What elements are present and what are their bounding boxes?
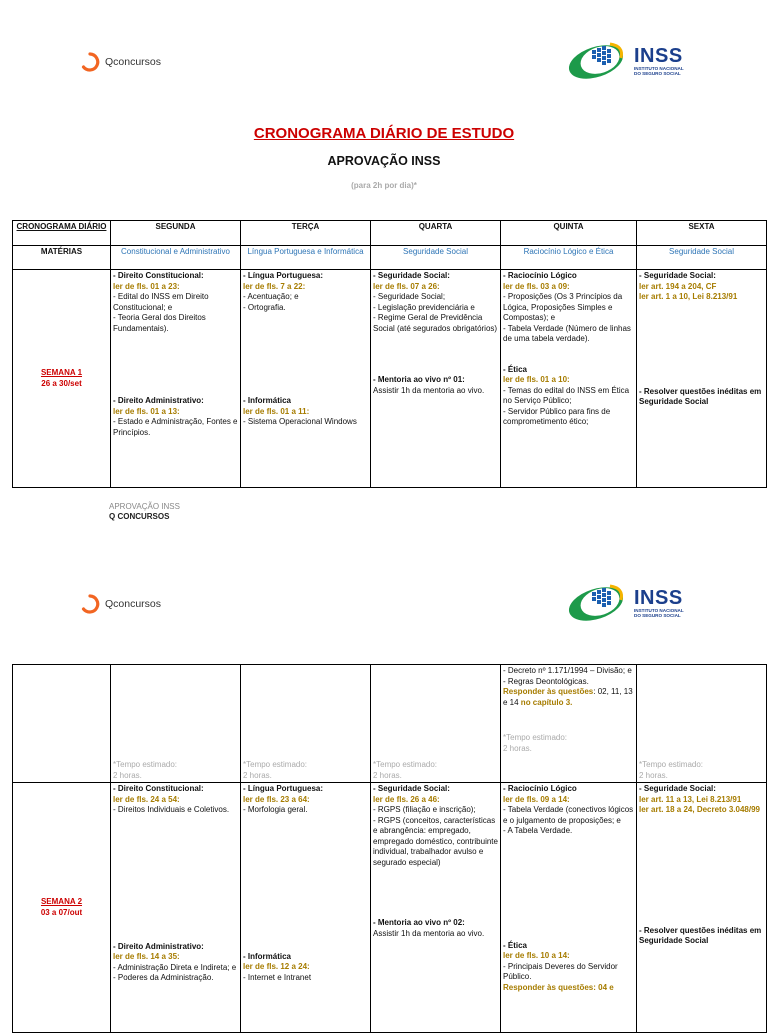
inss-wordmark: INSS (634, 586, 683, 609)
cont-quinta-cell: - Decreto nº 1.171/1994 – Divisão; e - Regras Deontológicas. Responder às questões: 02, 11, 13 e 14 no capítulo 3. *Tempo estimado: 2 horas. (501, 665, 637, 783)
materias-label: MATÉRIAS (13, 246, 111, 270)
schedule-table-page1 (12, 220, 767, 488)
week2-label: SEMANA 2 03 a 07/out (13, 783, 111, 1033)
cont-quarta-cell: *Tempo estimado: 2 horas. (371, 665, 501, 783)
header-quinta: QUINTA (501, 221, 637, 246)
header-cronograma: CRONOGRAMA DIÁRIO (13, 221, 111, 246)
qconcursos-wordmark: Qconcursos (105, 56, 162, 68)
week2-sexta-cell: - Seguridade Social: ler art. 11 a 13, Lei 8.213/91 ler art. 18 a 24, Decreto 3.048/99 - Resolver questões inéditas em Seguridade Social (637, 783, 767, 1033)
inss-emblem-icon (566, 582, 628, 624)
header-quarta: QUARTA (371, 221, 501, 246)
cont-sexta-cell: *Tempo estimado: 2 horas. (637, 665, 767, 783)
header-terca: TERÇA (241, 221, 371, 246)
qconcursos-q-icon (80, 594, 100, 614)
qconcursos-q-icon (80, 52, 100, 72)
materia-terca: Língua Portuguesa e Informática (241, 246, 371, 270)
schedule-table-page2 (12, 664, 767, 1033)
cont-label-cell (13, 665, 111, 783)
inss-subtitle-1: INSTITUTO NACIONAL (634, 65, 684, 71)
document-subtitle: APROVAÇÃO INSS (327, 154, 441, 168)
cont-terca-cell: *Tempo estimado: 2 horas. (241, 665, 371, 783)
materia-segunda: Constitucional e Administrativo (111, 246, 241, 270)
cont-segunda-cell: *Tempo estimado: 2 horas. (111, 665, 241, 783)
inss-subtitle-2: DO SEGURO SOCIAL (634, 613, 681, 618)
document-note: (para 2h por dia)* (351, 181, 417, 190)
week1-quarta-cell: - Seguridade Social: ler de fls. 07 a 26: - Seguridade Social; - Legislação previdenciária e - Regime Geral de Previdência Social (até segurados obrigatórios) - Mentoria ao vivo nº 01: Assistir 1h da mentoria ao vivo. (371, 270, 501, 488)
week2-terca-cell: - Língua Portuguesa: ler de fls. 23 a 64: - Morfologia geral. - Informática ler de fls. 12 a 24: - Internet e Intranet (241, 783, 371, 1033)
week2-quarta-cell: - Seguridade Social: ler de fls. 26 a 46: - RGPS (filiação e inscrição); - RGPS (conceitos, características e abrangência: empregado, empregado doméstico, contribuinte individual, trabalhador avulso e segurado especial) - Mentoria ao vivo nº 02: Assistir 1h da mentoria ao vivo. (371, 783, 501, 1033)
week1-terca-cell: - Língua Portuguesa: ler de fls. 7 a 22: - Acentuação; e - Ortografia. - Informática ler de fls. 01 a 11: - Sistema Operacional Windows (241, 270, 371, 488)
document-title: CRONOGRAMA DIÁRIO DE ESTUDO (253, 125, 515, 142)
materia-quarta: Seguridade Social (371, 246, 501, 270)
inss-logo (566, 40, 684, 82)
materia-sexta: Seguridade Social (637, 246, 767, 270)
inss-wordmark: INSS (634, 44, 683, 67)
header-segunda: SEGUNDA (111, 221, 241, 246)
week1-sexta-cell: - Seguridade Social: ler art. 194 a 204, CF ler art. 1 a 10, Lei 8.213/91 - Resolver questões inéditas em Seguridade Social (637, 270, 767, 488)
week2-segunda-cell: - Direito Constitucional: ler de fls. 24 a 54: - Direitos Individuais e Coletivos. - Direito Administrativo: ler de fls. 14 a 35: - Administração Direta e Indireta; e - Poderes da Administração. (111, 783, 241, 1033)
week1-quinta-cell: - Raciocínio Lógico ler de fls. 03 a 09: - Proposições (Os 3 Princípios da Lógica, Proposições Simples e Compostas); e - Tabela Verdade (Número de linhas de uma tabela verdade). - Ética ler de fls. 01 a 10: - Temas do edital do INSS em Ética no Serviço Público; - Servidor Público para fins de comprometimento ético; (501, 270, 637, 488)
materia-quinta: Raciocínio Lógico e Ética (501, 246, 637, 270)
qconcursos-wordmark: Qconcursos (105, 598, 162, 610)
header-sexta: SEXTA (637, 221, 767, 246)
qconcursos-logo-page2 (80, 594, 161, 614)
page1-footer: APROVAÇÃO INSS Q CONCURSOS (109, 502, 180, 521)
week1-segunda-cell: - Direito Constitucional: ler de fls. 01 a 23: - Edital do INSS em Direito Constitucional; e - Teoria Geral dos Direitos Fundamentais). - Direito Administrativo: ler de fls. 01 a 13: - Estado e Administração, Fontes e Princípios. (111, 270, 241, 488)
week1-label: SEMANA 1 26 a 30/set (13, 270, 111, 488)
inss-subtitle-2: DO SEGURO SOCIAL (634, 71, 681, 76)
week2-quinta-cell: - Raciocínio Lógico ler de fls. 09 a 14: - Tabela Verdade (conectivos lógicos e o julgamento de proposições; e - A Tabela Verdade. - Ética ler de fls. 10 a 14: - Principais Deveres do Servidor Público. Responder às questões: 04 e (501, 783, 637, 1033)
inss-subtitle-1: INSTITUTO NACIONAL (634, 607, 684, 613)
qconcursos-logo (80, 52, 161, 72)
inss-logo-page2 (566, 582, 684, 624)
inss-emblem-icon (566, 40, 628, 82)
